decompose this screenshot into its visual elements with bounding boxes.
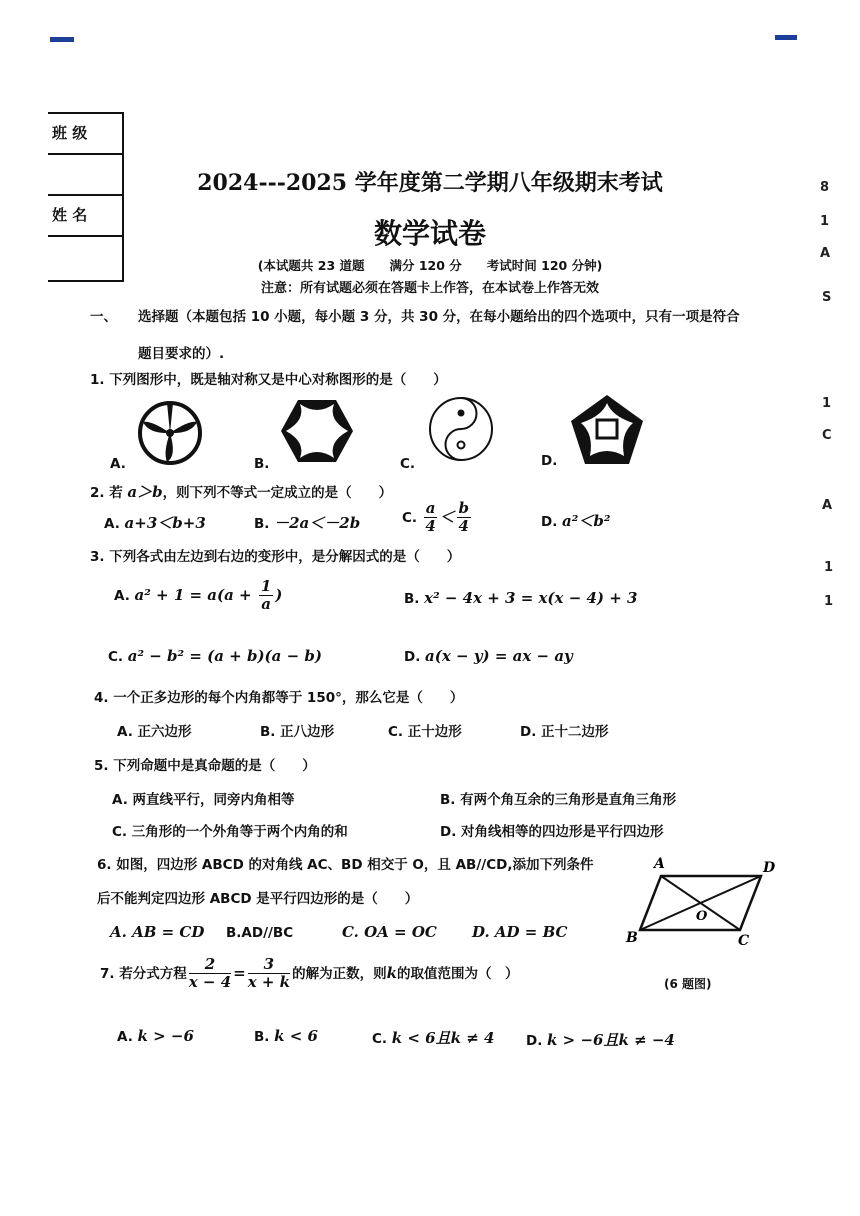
question-6-stem-line2: 后不能判定四边形 ABCD 是平行四边形的是（ ） xyxy=(97,891,419,907)
option-expr: a² − b² = (a + b)(a − b) xyxy=(127,647,322,665)
option-label: D. xyxy=(541,514,558,530)
option-expr: k < 6且k ≠ 4 xyxy=(391,1029,495,1047)
question-7-option-c[interactable] xyxy=(372,1027,494,1048)
figure-label-a: A xyxy=(654,856,665,872)
fraction-numerator: a xyxy=(425,499,436,517)
fraction-denominator: x − 4 xyxy=(188,973,232,992)
exam-info: (本试题共 23 道题 满分 120 分 考试时间 120 分钟) xyxy=(257,258,603,273)
question-6-option-a[interactable]: A. AB = CD xyxy=(110,923,205,941)
name-label: 姓 名 xyxy=(48,196,122,237)
option-label: B. xyxy=(404,591,420,607)
exam-title: 2024---2025 学年度第二学期八年级期末考试 xyxy=(197,170,663,196)
section-instructions-line2: 题目要求的）. xyxy=(138,346,225,362)
question-3-option-b[interactable] xyxy=(404,589,637,607)
parallelogram-figure xyxy=(622,852,782,952)
question-7-stem xyxy=(100,956,518,992)
question-5-option-c[interactable]: C. 三角形的一个外角等于两个内角的和 xyxy=(112,824,348,840)
question-7-option-b[interactable] xyxy=(254,1027,318,1045)
question-1-option-b[interactable]: B. xyxy=(254,456,270,472)
question-1-option-a[interactable]: A. xyxy=(110,456,126,472)
question-7-stem-pre: 7. 若分式方程 xyxy=(100,965,187,982)
edge-fragment: S xyxy=(822,290,832,305)
exam-notice: 注意：所有试题必须在答题卡上作答，在本试卷上作答无效 xyxy=(260,281,599,296)
fraction-denominator: x + k xyxy=(247,973,291,992)
fraction-numerator: b xyxy=(458,499,469,517)
question-1-option-c[interactable]: C. xyxy=(400,456,416,472)
option-expr: k > −6且k ≠ −4 xyxy=(547,1031,675,1049)
question-3-option-a[interactable] xyxy=(114,578,282,614)
option-label: A. xyxy=(104,516,120,532)
relation: ＜ xyxy=(439,507,455,526)
edge-fragment: 1 xyxy=(824,560,834,575)
question-2-option-d[interactable] xyxy=(541,510,610,531)
question-1-option-d[interactable]: D. xyxy=(541,453,558,469)
option-expr-pre: a² + 1 = a(a + xyxy=(134,585,257,604)
question-2-option-c[interactable] xyxy=(402,500,473,536)
trefoil-circle-icon xyxy=(137,400,203,466)
option-label: D. xyxy=(404,649,421,665)
fraction-denominator: 4 xyxy=(425,517,436,536)
edge-fragment: 1 xyxy=(820,214,830,229)
option-label: D. xyxy=(526,1033,543,1049)
option-expr: a(x − y) = ax − ay xyxy=(425,647,573,665)
question-6-option-d[interactable]: D. AD = BC xyxy=(472,923,568,941)
fraction-numerator: 1 xyxy=(260,577,272,595)
yin-yang-icon xyxy=(428,396,494,462)
question-4-option-b[interactable]: B. 正八边形 xyxy=(260,724,335,740)
question-2-option-a[interactable] xyxy=(104,512,206,533)
question-7-stem-post: 的取值范围为（ ） xyxy=(396,965,519,982)
option-label: A. xyxy=(114,587,130,604)
fraction-denominator: a xyxy=(261,595,271,614)
question-5-option-d[interactable]: D. 对角线相等的四边形是平行四边形 xyxy=(440,824,664,840)
question-5-option-b[interactable]: B. 有两个角互余的三角形是直角三角形 xyxy=(440,792,677,808)
section-instructions-line1: 选择题（本题包括 10 小题，每小题 3 分，共 30 分，在每小题给出的四个选项中，只有一项是符合 xyxy=(138,309,740,325)
option-expr: k < 6 xyxy=(274,1027,318,1045)
option-expr: a+3＜b+3 xyxy=(124,514,206,532)
question-2-stem-pre: 2. 若 xyxy=(90,485,128,501)
class-label: 班 级 xyxy=(48,114,122,155)
exam-subject: 数学试卷 xyxy=(373,217,486,250)
edge-fragment: C xyxy=(822,428,832,443)
edge-fragment: 1 xyxy=(824,594,834,609)
figure-label-o: O xyxy=(696,909,708,924)
question-2-option-b[interactable] xyxy=(254,512,360,533)
option-label: B. xyxy=(254,516,270,532)
question-7-option-d[interactable] xyxy=(526,1029,675,1050)
equals-sign: = xyxy=(233,963,246,982)
figure-label-c: C xyxy=(738,933,750,949)
scan-mark-right xyxy=(775,35,797,40)
question-6-option-b[interactable]: B.AD//BC xyxy=(226,925,294,941)
option-expr-post: ) xyxy=(275,585,283,604)
option-label: A. xyxy=(117,1029,133,1045)
edge-fragment: A xyxy=(822,498,833,513)
option-expr: k > −6 xyxy=(137,1027,194,1045)
question-1-stem: 1. 下列图形中，既是轴对称又是中心对称图形的是（ ） xyxy=(90,372,447,388)
fraction-numerator: 3 xyxy=(248,956,290,974)
edge-fragment: 1 xyxy=(822,396,832,411)
option-expr: x² − 4x + 3 = x(x − 4) + 3 xyxy=(424,589,638,607)
question-3-stem: 3. 下列各式由左边到右边的变形中，是分解因式的是（ ） xyxy=(90,549,461,565)
option-label: C. xyxy=(372,1031,388,1047)
question-3-option-d[interactable] xyxy=(404,647,573,665)
figure-label-d: D xyxy=(763,860,776,876)
question-3-option-c[interactable] xyxy=(108,647,322,665)
question-7-stem-mid: 的解为正数，则 xyxy=(292,965,387,982)
question-5-stem: 5. 下列命题中是真命题的是（ ） xyxy=(94,758,316,774)
question-6-stem-line1: 6. 如图，四边形 ABCD 的对角线 AC、BD 相交于 O，且 AB//CD,添加下列条件 xyxy=(97,857,594,873)
question-4-option-c[interactable]: C. 正十边形 xyxy=(388,724,462,740)
fraction-denominator: 4 xyxy=(458,517,469,536)
question-7-option-a[interactable] xyxy=(117,1027,194,1045)
option-expr: a²＜b² xyxy=(562,512,611,530)
option-expr: －2a＜－2b xyxy=(274,514,361,532)
option-label: C. xyxy=(108,649,124,665)
question-4-option-d[interactable]: D. 正十二边形 xyxy=(520,724,609,740)
section-number: 一、 xyxy=(90,309,117,325)
figure-caption: (6 题图) xyxy=(664,977,712,991)
question-2-stem-post: ，则下列不等式一定成立的是（ ） xyxy=(162,485,393,501)
pentagon-square-icon xyxy=(570,394,644,466)
hexagon-star-icon xyxy=(280,398,354,464)
question-2-stem-math: a＞b xyxy=(127,483,163,501)
option-label: B. xyxy=(254,1029,270,1045)
scan-mark-left xyxy=(50,37,74,42)
question-5-option-a[interactable]: A. 两直线平行，同旁内角相等 xyxy=(112,792,295,808)
edge-fragment: 8 xyxy=(820,180,830,195)
question-4-stem: 4. 一个正多边形的每个内角都等于 150°，那么它是（ ） xyxy=(94,690,464,706)
question-7-variable: k xyxy=(386,963,397,982)
figure-label-b: B xyxy=(626,930,638,946)
question-2-stem xyxy=(90,481,392,502)
question-6-option-c[interactable]: C. OA = OC xyxy=(342,923,437,941)
question-4-option-a[interactable]: A. 正六边形 xyxy=(117,724,192,740)
option-label: C. xyxy=(402,509,418,526)
fraction-numerator: 2 xyxy=(189,956,231,974)
edge-fragment: A xyxy=(820,246,831,261)
